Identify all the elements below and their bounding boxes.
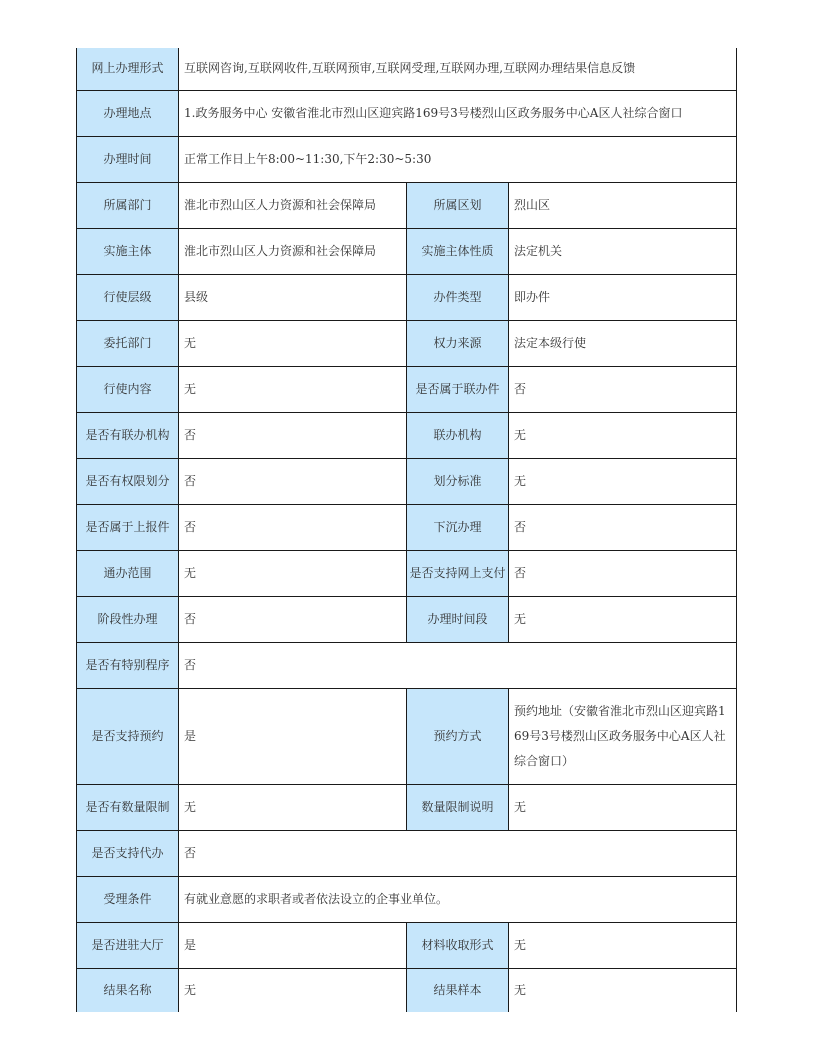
table-row [77, 228, 737, 274]
row-value: 法定机关 [509, 228, 737, 274]
row-label: 网上办理形式 [77, 48, 179, 90]
row-label: 划分标准 [407, 458, 509, 504]
row-value: 淮北市烈山区人力资源和社会保障局 [179, 182, 407, 228]
row-value: 否 [179, 596, 407, 642]
row-value: 否 [509, 504, 737, 550]
row-value: 否 [509, 366, 737, 412]
table-row [77, 48, 737, 90]
row-label: 阶段性办理 [77, 596, 179, 642]
row-label: 实施主体 [77, 228, 179, 274]
row-value: 县级 [179, 274, 407, 320]
row-label: 办理时间 [77, 136, 179, 182]
table-row [77, 596, 737, 642]
row-label: 是否进驻大厅 [77, 922, 179, 968]
row-label: 办理地点 [77, 90, 179, 136]
row-label: 结果样本 [407, 968, 509, 1012]
row-value: 否 [179, 412, 407, 458]
row-value: 否 [179, 642, 737, 688]
table-row [77, 182, 737, 228]
table-row [77, 412, 737, 458]
table-row [77, 968, 737, 1012]
row-label: 是否有权限划分 [77, 458, 179, 504]
row-label: 是否支持预约 [77, 688, 179, 784]
row-value: 法定本级行使 [509, 320, 737, 366]
table-row [77, 366, 737, 412]
row-value: 即办件 [509, 274, 737, 320]
row-value: 是 [179, 922, 407, 968]
row-value: 无 [509, 458, 737, 504]
table-row [77, 688, 737, 784]
row-value: 无 [179, 320, 407, 366]
row-value: 无 [509, 412, 737, 458]
row-label: 办件类型 [407, 274, 509, 320]
table-row [77, 90, 737, 136]
row-label: 所属部门 [77, 182, 179, 228]
row-label: 行使内容 [77, 366, 179, 412]
row-value: 无 [179, 968, 407, 1012]
row-value: 否 [179, 458, 407, 504]
table-row [77, 876, 737, 922]
row-label: 是否有数量限制 [77, 784, 179, 830]
row-label: 联办机构 [407, 412, 509, 458]
table-row [77, 136, 737, 182]
table-row [77, 458, 737, 504]
row-value: 无 [509, 784, 737, 830]
row-label: 通办范围 [77, 550, 179, 596]
row-label: 委托部门 [77, 320, 179, 366]
row-label: 下沉办理 [407, 504, 509, 550]
row-value: 淮北市烈山区人力资源和社会保障局 [179, 228, 407, 274]
row-value: 否 [179, 830, 737, 876]
table-row [77, 550, 737, 596]
row-value: 无 [179, 784, 407, 830]
row-label: 是否支持代办 [77, 830, 179, 876]
row-label: 是否支持网上支付 [407, 550, 509, 596]
row-label: 数量限制说明 [407, 784, 509, 830]
row-value: 否 [509, 550, 737, 596]
row-value: 是 [179, 688, 407, 784]
row-label: 办理时间段 [407, 596, 509, 642]
row-value: 预约地址（安徽省淮北市烈山区迎宾路169号3号楼烈山区政务服务中心A区人社综合窗口） [509, 688, 737, 784]
table-row [77, 830, 737, 876]
table-row [77, 504, 737, 550]
service-info-sheet [76, 48, 736, 1012]
row-label: 受理条件 [77, 876, 179, 922]
row-label: 权力来源 [407, 320, 509, 366]
row-label: 是否属于联办件 [407, 366, 509, 412]
row-value: 烈山区 [509, 182, 737, 228]
row-value: 有就业意愿的求职者或者依法设立的企事业单位。 [179, 876, 737, 922]
row-label: 是否有联办机构 [77, 412, 179, 458]
row-value: 无 [509, 968, 737, 1012]
row-label: 是否有特别程序 [77, 642, 179, 688]
table-row [77, 274, 737, 320]
row-value: 互联网咨询,互联网收件,互联网预审,互联网受理,互联网办理,互联网办理结果信息反馈 [179, 48, 737, 90]
service-info-table [76, 48, 737, 1012]
table-row [77, 642, 737, 688]
row-value: 正常工作日上午8:00~11:30,下午2:30~5:30 [179, 136, 737, 182]
row-value: 无 [179, 366, 407, 412]
row-value: 1.政务服务中心 安徽省淮北市烈山区迎宾路169号3号楼烈山区政务服务中心A区人社综合窗口 [179, 90, 737, 136]
row-label: 结果名称 [77, 968, 179, 1012]
row-value: 无 [509, 922, 737, 968]
row-label: 是否属于上报件 [77, 504, 179, 550]
table-row [77, 784, 737, 830]
row-label: 实施主体性质 [407, 228, 509, 274]
row-label: 材料收取形式 [407, 922, 509, 968]
table-row [77, 922, 737, 968]
row-label: 所属区划 [407, 182, 509, 228]
table-row [77, 320, 737, 366]
row-label: 行使层级 [77, 274, 179, 320]
row-value: 无 [179, 550, 407, 596]
row-value: 否 [179, 504, 407, 550]
row-value: 无 [509, 596, 737, 642]
row-label: 预约方式 [407, 688, 509, 784]
